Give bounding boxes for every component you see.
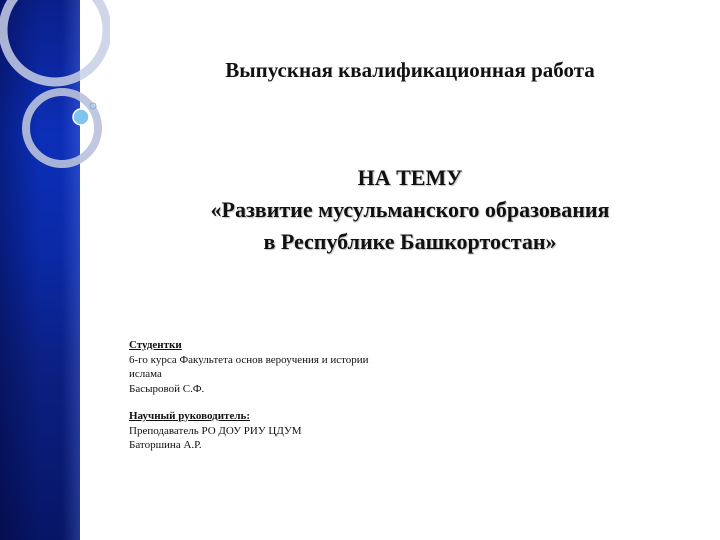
topic-line: «Развитие мусульманского образования [210, 197, 610, 222]
student-name: Басыровой С.Ф. [129, 382, 205, 395]
topic-line: в Республике Башкортостан» [263, 229, 557, 254]
advisor-label: Научный руководитель: [129, 410, 250, 422]
student-line: ислама [129, 368, 162, 380]
advisor-line: Преподаватель РО ДОУ РИУ ЦДУМ [129, 424, 302, 437]
student-line: 6-го курса Факультета основ вероучения и истории [129, 353, 369, 366]
thesis-topic [120, 162, 700, 258]
advisor-name: Баторшина А.Р. [129, 439, 202, 451]
student-label: Студентки [129, 339, 182, 351]
topic-line: НА ТЕМУ [357, 165, 463, 190]
decor-ring-large [3, 0, 107, 82]
author-info [129, 338, 489, 453]
slide-title: Выпускная квалификационная работа [225, 58, 595, 82]
decorative-rings [0, 0, 110, 200]
decor-ring-small [26, 92, 98, 164]
decor-bubble [73, 109, 89, 125]
